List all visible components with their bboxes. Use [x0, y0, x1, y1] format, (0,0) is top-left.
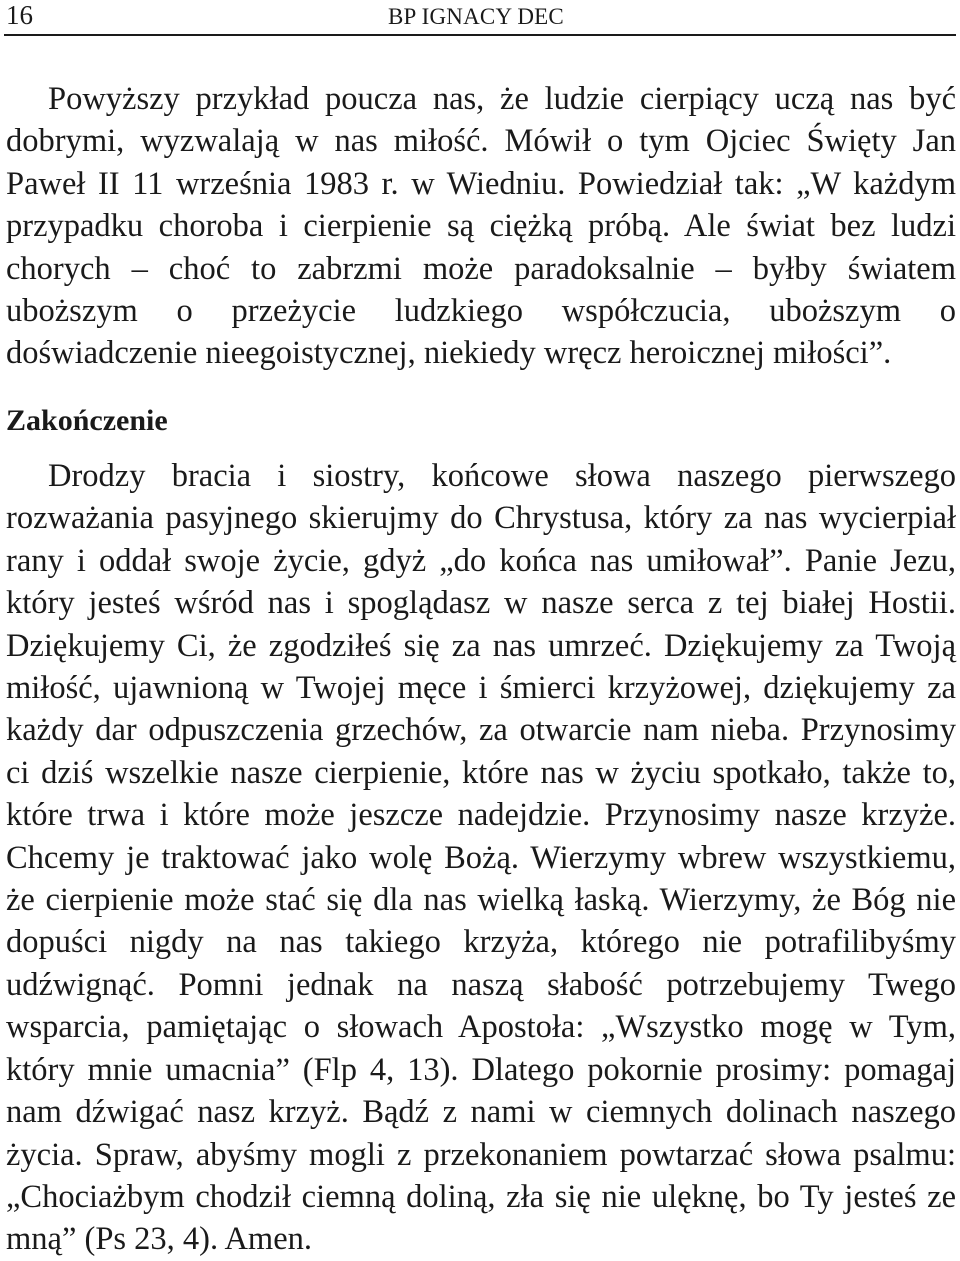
paragraph-1: Powyższy przykład poucza nas, że ludzie cierpiący uczą nas być dobrymi, wyzwalają w nas miłość. Mówił o tym Ojciec Święty Jan Paweł II 11 września 1983 r. w Wiedniu. Powiedział tak: „W każdym przypadku choroba i cierpienie są ciężką próbą. Ale świat bez ludzi chorych – choć to zabrzmi może paradoksalnie – byłby światem uboższym o przeżycie ludzkiego współczucia, uboższym o doświadczenie nieegoistycznej, niekiedy wręcz heroicznej miłości”.: [6, 81, 956, 372]
paragraph-2: Drodzy bracia i siostry, końcowe słowa naszego pierwszego rozważania pasyjnego skierujmy do Chrystusa, który za nas wycierpiał rany i oddał swoje życie, gdyż „do końca nas umiłował”. Panie Jezu, który jesteś wśród nas i spoglądasz w nasze serca z tej białej Hostii. Dziękujemy Ci, że zgodziłeś się za nas umrzeć. Dziękujemy za Twoją miłość, ujawnioną w Twojej męce i śmierci krzyżowej, dziękujemy za każdy dar odpuszczenia grzechów, za otwarcie nam nieba. Przynosimy ci dziś wszelkie nasze cierpienie, które nas w życiu spotkało, także to, które trwa i które może jeszcze nadejdzie. Przynosimy nasze krzyże. Chcemy je traktować jako wolę Bożą. Wierzymy wbrew wszystkiemu, że cierpienie może stać się dla nas wielką łaską. Wierzymy, że Bóg nie dopuści nigdy na nas takiego krzyża, którego nie potrafilibyśmy udźwignąć. Pomni jednak na naszą słabość potrzebujemy Twego wsparcia, pamiętając o słowach Apostoła: „Wszystko mogę w Tym, który mnie umacnia” (Flp 4, 13). Dlatego pokornie prosimy: pomagaj nam dźwigać nasz krzyż. Bądź z nami w ciemnych dolinach naszego życia. Spraw, abyśmy mogli z przekonaniem powtarzać słowa psalmu: „Chociażbym chodził ciemną doliną, zła się nie ulęknę, bo Ty jesteś ze mną” (Ps 23, 4). Amen.: [6, 458, 956, 1258]
running-title: BP IGNACY DEC: [388, 4, 564, 29]
running-header: [4, 0, 956, 36]
section-heading: Zakończenie: [6, 404, 168, 437]
page-number: 16: [6, 0, 33, 30]
